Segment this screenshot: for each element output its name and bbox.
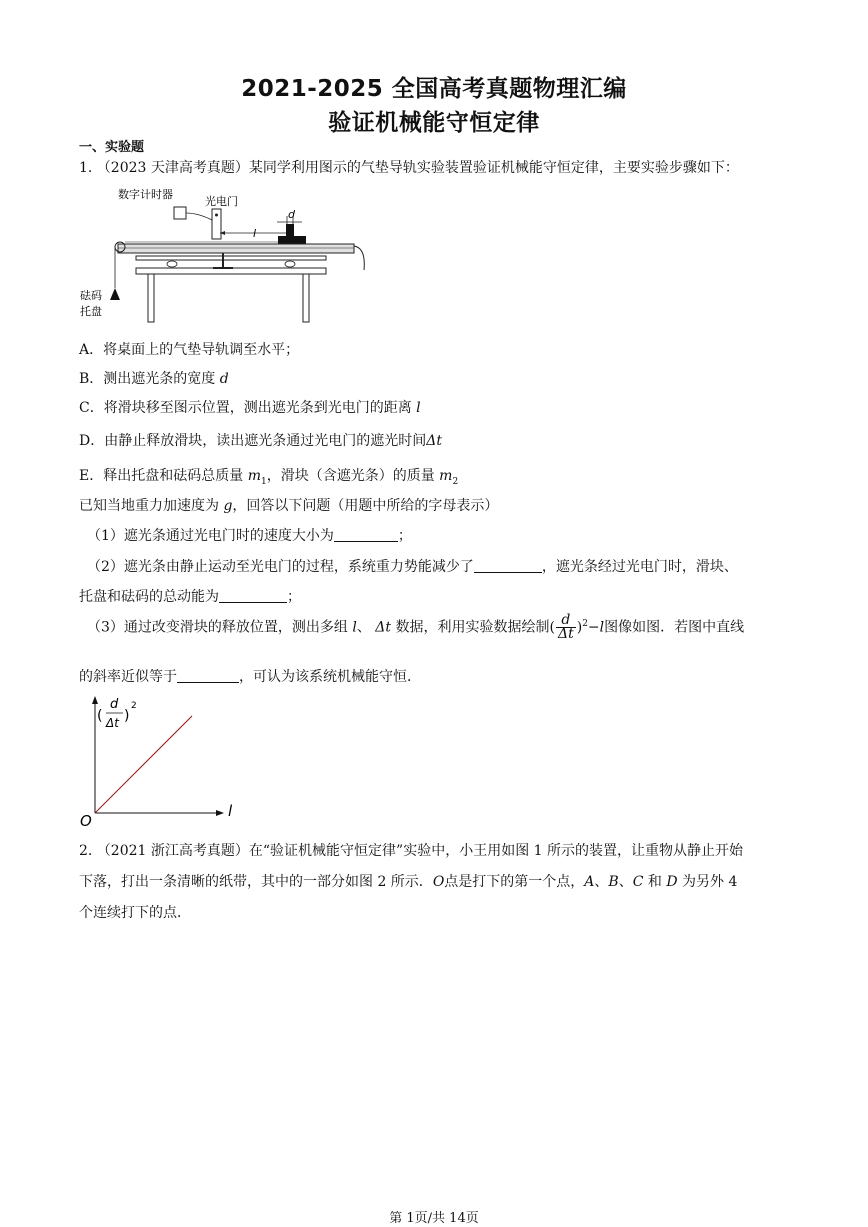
subquestion-3: （3）通过改变滑块的释放位置，测出多组 l、 Δt 数据，利用实验数据绘制( $\frac{d}{\Delta t}$ )$^2$−l图像如图．若图中直线 <box>87 612 745 642</box>
distance-label: l <box>253 227 257 240</box>
question-2-line1: 2. （2021 浙江高考真题）在“验证机械能守恒定律”实验中，小王用如图 1 所示的装置，让重物从静止开始 <box>79 843 744 859</box>
step-b: B．测出遮光条的宽度 d <box>79 371 229 387</box>
gate-label: 光电门 <box>205 195 238 208</box>
weight-label-2: 托盘 <box>80 305 102 318</box>
slider <box>278 236 306 244</box>
fraction-d-over-dt: $\frac{d}{\Delta t}$ <box>557 612 574 642</box>
step-e: E．释出托盘和砝码总质量 $m_1$，滑块（含遮光条）的质量 $m_2$ <box>79 468 459 487</box>
question-1-intro: 1. （2023 天津高考真题）某同学利用图示的气垫导轨实验装置验证机械能守恒定律，主要实验步骤如下： <box>79 160 739 176</box>
apparatus-diagram <box>80 180 370 328</box>
step-d: D．由静止释放滑块，读出遮光条通过光电门的遮光时间Δt <box>79 433 442 449</box>
timer-label: 数字计时器 <box>118 188 173 201</box>
origin-label: O <box>80 812 92 830</box>
air-track <box>118 244 354 253</box>
doc-subtitle: 验证机械能守恒定律 <box>328 110 540 136</box>
weight-label-1: 砝码 <box>80 289 102 302</box>
timer-box <box>174 207 186 219</box>
answer-blank[interactable] <box>334 527 398 542</box>
subquestion-2: （2）遮光条由静止运动至光电门的过程，系统重力势能减少了 ，遮光条经过光电门时，滑块、 <box>87 559 738 575</box>
step-a: A．将桌面上的气垫导轨调至水平； <box>79 342 300 358</box>
y-label-num: d <box>110 697 119 712</box>
svg-text:): ) <box>124 708 130 724</box>
known-conditions: 已知当地重力加速度为 g，回答以下问题（用题中所给的字母表示） <box>79 498 499 514</box>
width-label: d <box>288 208 295 221</box>
subquestion-2-cont: 托盘和砝码的总动能为 ； <box>79 589 301 605</box>
subquestion-1: （1）遮光条通过光电门时的速度大小为 ； <box>87 528 412 544</box>
answer-blank[interactable] <box>474 558 542 573</box>
answer-blank[interactable] <box>219 588 287 603</box>
question-2-line3: 个连续打下的点． <box>79 905 191 921</box>
section-heading: 一、实验题 <box>79 140 145 155</box>
data-line <box>95 716 192 813</box>
y-label-exp: 2 <box>131 701 137 711</box>
x-axis-label: l <box>228 802 233 820</box>
line-graph <box>78 690 248 830</box>
answer-blank[interactable] <box>177 668 239 683</box>
page-footer: 第 1页/共 14页 <box>389 1211 479 1226</box>
step-c: C．将滑块移至图示位置，测出遮光条到光电门的距离 l <box>79 400 421 416</box>
doc-title: 2021-2025 全国高考真题物理汇编 <box>241 76 627 102</box>
shading-strip <box>286 224 294 236</box>
question-2-line2: 下落，打出一条清晰的纸带，其中的一部分如图 2 所示．O点是打下的第一个点，A、B、C 和 D 为另外 4 <box>79 874 738 890</box>
svg-text:(: ( <box>97 708 103 724</box>
subquestion-3-cont: 的斜率近似等于 ，可认为该系统机械能守恒． <box>79 669 421 685</box>
y-label-den: Δt <box>106 716 119 730</box>
